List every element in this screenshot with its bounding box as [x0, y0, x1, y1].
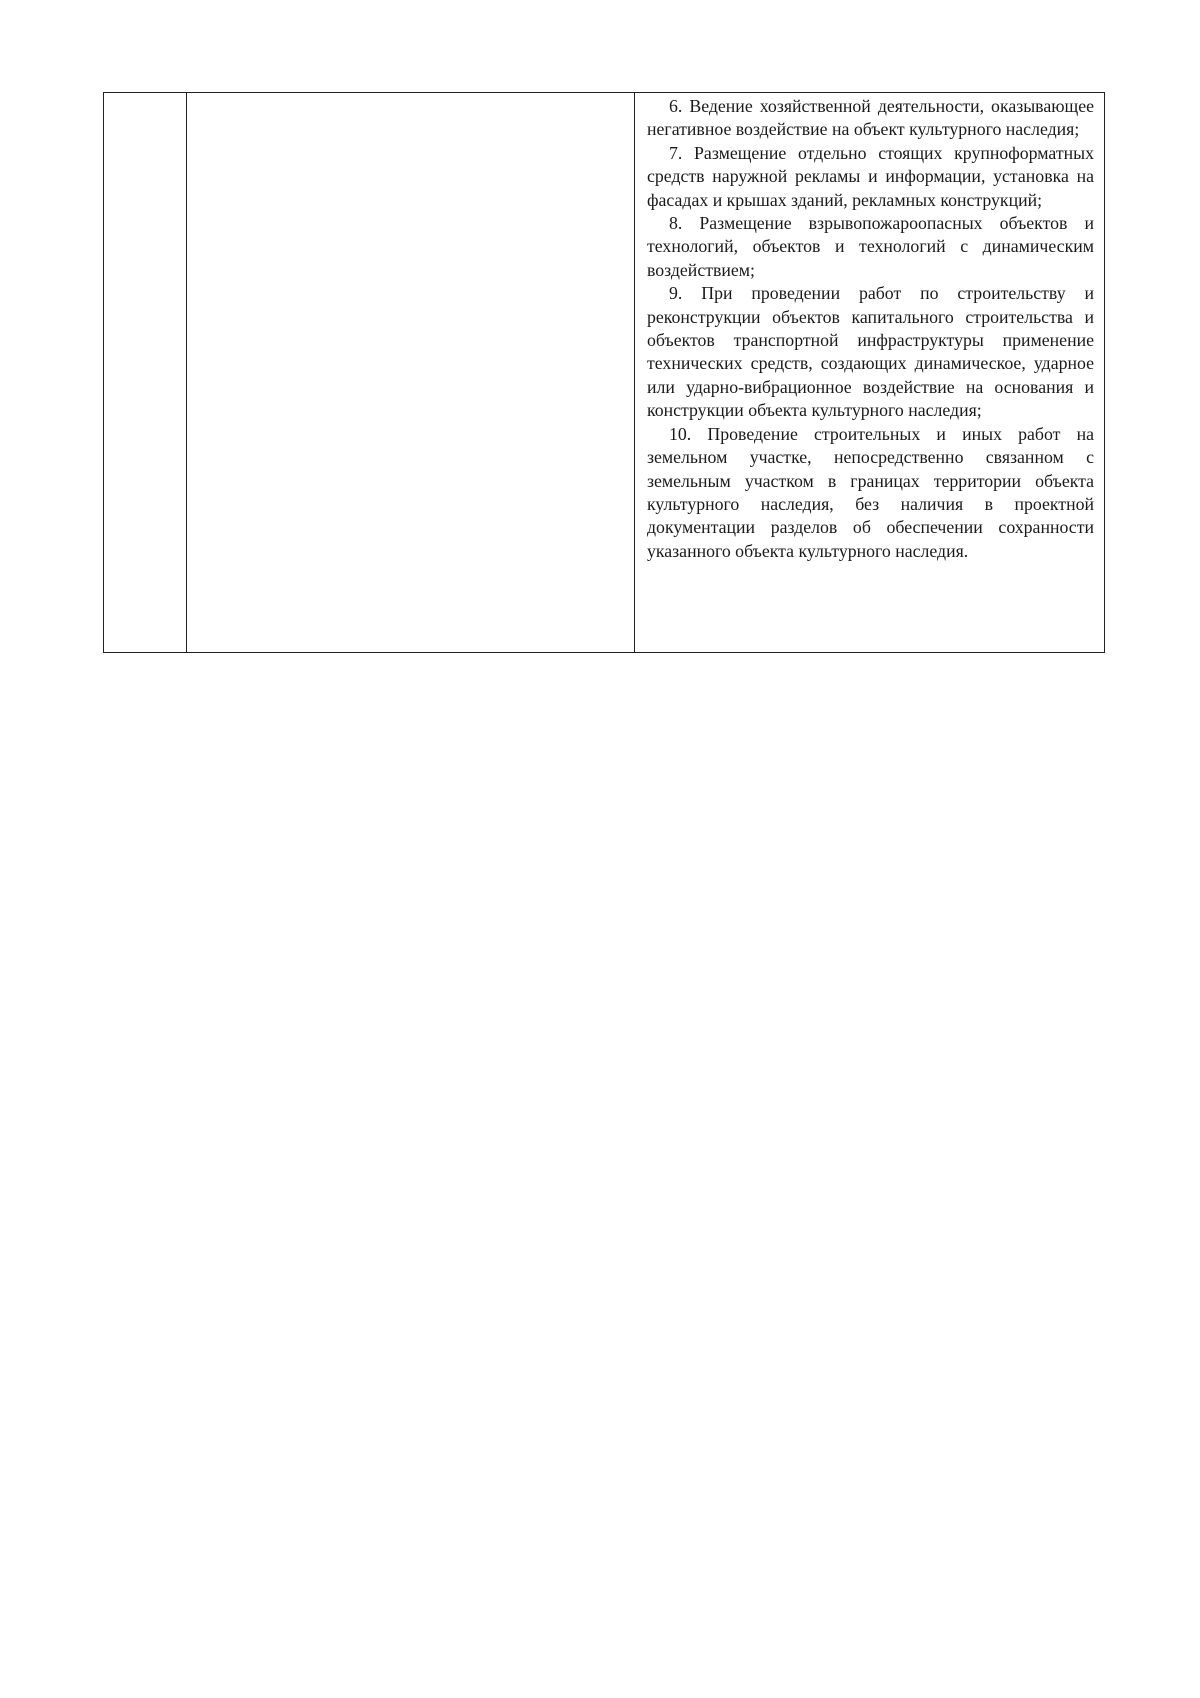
restrictions-table — [103, 92, 1105, 653]
restriction-item-10: 10. Проведение строительных и иных работ на земельном участке, непосредственно связанном с земельным участком в границах территории объекта культурного наследия, без наличия в проектной документации разделов об обеспечении сохранности указанного объекта культурного наследия. — [647, 423, 1094, 561]
table-row — [104, 93, 1105, 653]
restrictions-list — [635, 93, 1104, 565]
cell-number-text — [104, 93, 186, 97]
restriction-item-7: 7. Размещение отдельно стоящих крупноформатных средств наружной рекламы и информации, установка на фасадах и крышах зданий, рекламных конструкций; — [647, 142, 1094, 210]
table-cell-restrictions — [635, 93, 1105, 653]
table-cell-number — [104, 93, 187, 653]
cell-description-text — [187, 93, 634, 97]
restriction-item-6: 6. Ведение хозяйственной деятельности, оказывающее негативное воздействие на объект культурного наследия; — [647, 96, 1094, 140]
table-cell-description — [187, 93, 635, 653]
restriction-item-9: 9. При проведении работ по строительству и реконструкции объектов капитального строительства и объектов транспортной инфраструктуры применение технических средств, создающих динамическое, ударное или ударно-вибрационное воздействие на основания и конструкции объекта культурного наследия; — [647, 283, 1094, 421]
restriction-item-8: 8. Размещение взрывопожароопасных объектов и технологий, объектов и технологий с динамическим воздействием; — [647, 213, 1094, 280]
